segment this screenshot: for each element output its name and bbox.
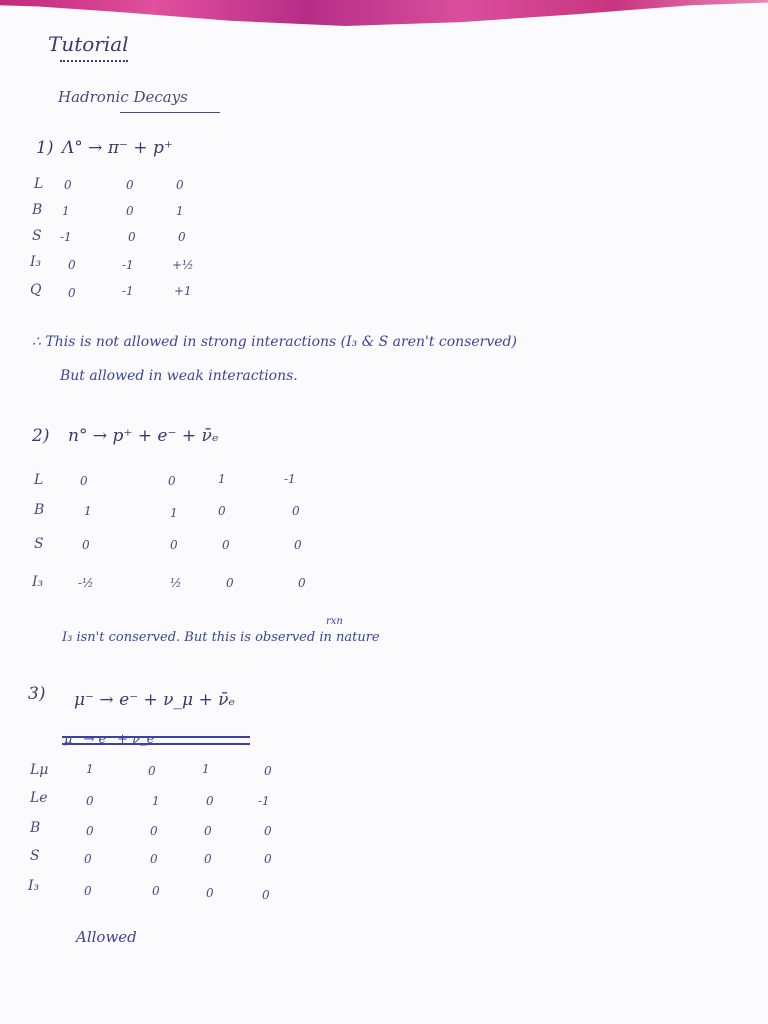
p3-cell: 1 — [202, 762, 210, 776]
p1-cell: 1 — [176, 204, 184, 218]
p2-cell: 0 — [226, 576, 234, 590]
p2-row-label: S — [34, 536, 44, 552]
subtitle-underline — [120, 112, 220, 113]
p1-cell: -1 — [60, 230, 72, 244]
problem-2-number: 2) — [32, 426, 50, 446]
p3-cell: 0 — [264, 824, 272, 838]
page-subtitle: Hadronic Decays — [58, 88, 188, 106]
p2-cell: 0 — [82, 538, 90, 552]
p3-cell: 0 — [86, 794, 94, 808]
p1-cell: 0 — [176, 178, 184, 192]
p2-cell: -½ — [78, 576, 94, 590]
p3-row-label: S — [30, 848, 40, 864]
problem-1-reaction: Λ° → π⁻ + p⁺ — [62, 138, 173, 158]
p3-cell: 0 — [152, 884, 160, 898]
page-title: Tutorial — [48, 32, 129, 56]
p1-cell: 1 — [62, 204, 70, 218]
problem-1-note-line-1: ∴ This is not allowed in strong interactions (I₃ & S aren't conserved) — [32, 334, 517, 350]
problem-3-struck-text: μ⁻ → e⁻ + ν_e — [64, 732, 250, 746]
p1-cell: 0 — [68, 286, 76, 300]
p3-cell: 0 — [264, 852, 272, 866]
p1-cell: 0 — [126, 204, 134, 218]
p3-row-label: Le — [30, 790, 48, 806]
p1-cell: +1 — [174, 284, 192, 298]
p3-cell: 0 — [204, 824, 212, 838]
p3-cell: -1 — [258, 794, 270, 808]
p2-cell: 0 — [294, 538, 302, 552]
p2-cell: 0 — [170, 538, 178, 552]
p3-cell: 0 — [264, 764, 272, 778]
p3-cell: 0 — [150, 824, 158, 838]
p2-cell: 0 — [168, 474, 176, 488]
p3-cell: 0 — [86, 824, 94, 838]
p1-cell: -1 — [122, 284, 134, 298]
p1-cell: 0 — [64, 178, 72, 192]
p2-cell: 0 — [218, 504, 226, 518]
p3-row-label: I₃ — [28, 878, 40, 894]
problem-2-note: I₃ isn't conserved. But this is observed in nature — [62, 630, 380, 645]
p1-row-label: S — [32, 228, 42, 244]
problem-1-note-line-2: But allowed in weak interactions. — [60, 368, 298, 384]
p1-row-label: Q — [30, 282, 42, 298]
problem-3-conclusion: Allowed — [76, 928, 137, 946]
p1-cell: 0 — [68, 258, 76, 272]
p3-cell: 0 — [84, 884, 92, 898]
problem-2-reaction: n° → p⁺ + e⁻ + ν̄ₑ — [68, 426, 219, 446]
p2-row-label: L — [34, 472, 44, 488]
title-underline — [60, 60, 128, 62]
notebook-cover-edge — [0, 0, 768, 26]
p1-cell: 0 — [126, 178, 134, 192]
p3-cell: 0 — [148, 764, 156, 778]
problem-1-number: 1) — [36, 138, 54, 158]
p2-cell: 1 — [218, 472, 226, 486]
p1-row-label: L — [34, 176, 44, 192]
p3-cell: 1 — [86, 762, 94, 776]
p2-row-label: B — [34, 502, 45, 518]
p3-cell: 0 — [206, 794, 214, 808]
p3-row-label: Lμ — [30, 762, 49, 778]
p2-cell: ½ — [170, 576, 182, 590]
problem-3-reaction: μ⁻ → e⁻ + ν_μ + ν̄ₑ — [74, 690, 236, 710]
p1-row-label: I₃ — [30, 254, 42, 270]
p3-cell: 0 — [84, 852, 92, 866]
p2-cell: 0 — [80, 474, 88, 488]
p3-row-label: B — [30, 820, 41, 836]
p3-cell: 0 — [262, 888, 270, 902]
p2-cell: 0 — [292, 504, 300, 518]
p3-cell: 0 — [204, 852, 212, 866]
p1-cell: +½ — [172, 258, 194, 272]
p3-cell: 1 — [152, 794, 160, 808]
p2-cell: 0 — [222, 538, 230, 552]
p2-cell: 1 — [84, 504, 92, 518]
p1-row-label: B — [32, 202, 43, 218]
problem-2-insert-mark: rxn — [326, 616, 343, 627]
p1-cell: -1 — [122, 258, 134, 272]
p1-cell: 0 — [128, 230, 136, 244]
p1-cell: 0 — [178, 230, 186, 244]
p2-row-label: I₃ — [32, 574, 44, 590]
problem-3-number: 3) — [28, 684, 46, 704]
p2-cell: 0 — [298, 576, 306, 590]
p3-cell: 0 — [150, 852, 158, 866]
p2-cell: 1 — [170, 506, 178, 520]
p2-cell: -1 — [284, 472, 296, 486]
p3-cell: 0 — [206, 886, 214, 900]
